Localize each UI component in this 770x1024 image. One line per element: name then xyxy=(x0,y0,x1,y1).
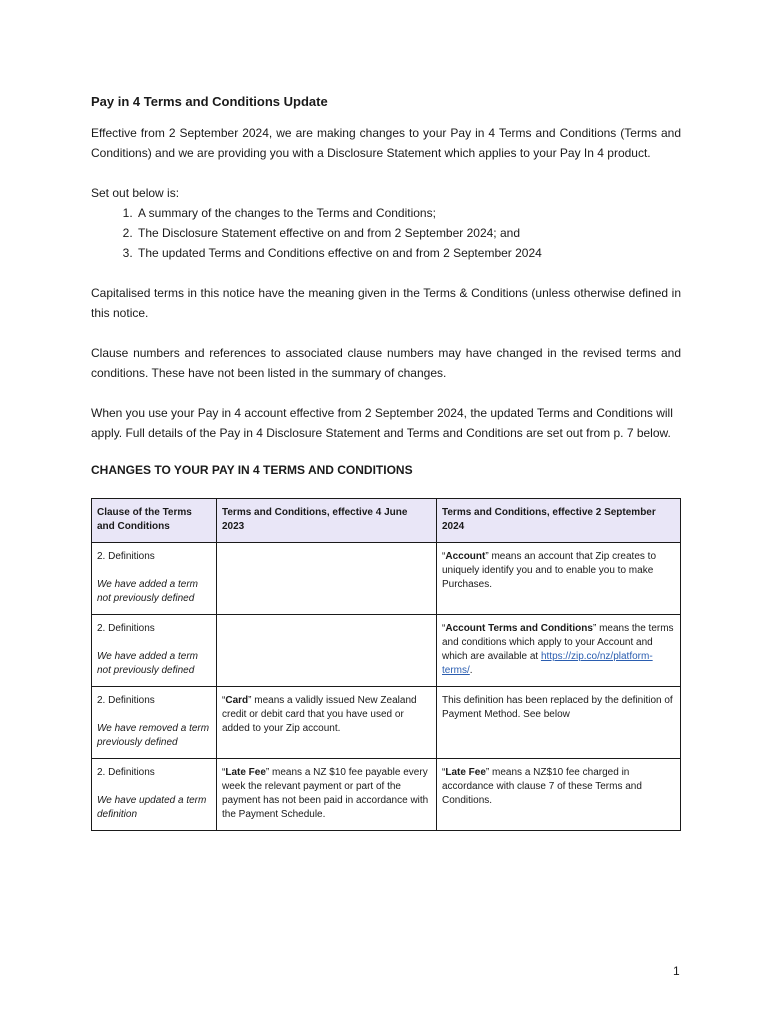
page-number: 1 xyxy=(673,964,680,978)
capitalised-terms-paragraph: Capitalised terms in this notice have the meaning given in the Terms & Conditions (unless otherwise defined in this notice. xyxy=(91,286,681,320)
changes-table xyxy=(91,498,681,831)
change-note: We have updated a term definition xyxy=(97,795,207,820)
changes-heading: CHANGES TO YOUR PAY IN 4 TERMS AND CONDITIONS xyxy=(91,463,413,477)
clause-label: 2. Definitions xyxy=(97,551,155,562)
table-row xyxy=(92,543,681,615)
defined-term: Card xyxy=(225,695,249,706)
list-item: 3. The updated Terms and Conditions effective on and from 2 September 2024 xyxy=(136,243,681,263)
when-you-use-paragraph: When you use your Pay in 4 account effective from 2 September 2024, the updated Terms and Conditions will apply. Full details of the Pay in 4 Disclosure Statement and Terms and Conditions are set out from p. 7 below. xyxy=(91,406,673,440)
new-terms-cell: “Late Fee” means a NZ$10 fee charged in accordance with clause 7 of these Terms and Conditions. xyxy=(437,759,681,831)
new-terms-cell: “Account Terms and Conditions” means the terms and conditions which apply to your Account and which are available at https://zip.co/nz/platform-terms/. xyxy=(437,615,681,687)
list-item: 2. The Disclosure Statement effective on and from 2 September 2024; and xyxy=(136,223,681,243)
old-terms-cell: “Card” means a validly issued New Zealand credit or debit card that you have used or added to your Zip account. xyxy=(217,687,437,759)
list-item: 1. A summary of the changes to the Terms and Conditions; xyxy=(136,203,681,223)
header-new-terms: Terms and Conditions, effective 2 September 2024 xyxy=(437,499,681,543)
clause-cell xyxy=(92,615,217,687)
platform-terms-link[interactable]: https://zip.co/nz/platform-terms/ xyxy=(442,651,653,676)
clause-label: 2. Definitions xyxy=(97,695,155,706)
clause-numbers-paragraph: Clause numbers and references to associated clause numbers may have changed in the revised terms and conditions. These have not been listed in the summary of changes. xyxy=(91,346,681,380)
table-row xyxy=(92,687,681,759)
page-title: Pay in 4 Terms and Conditions Update xyxy=(91,94,328,109)
new-terms-cell: “Account” means an account that Zip creates to uniquely identify you and to enable you to make Purchases. xyxy=(437,543,681,615)
clause-cell xyxy=(92,759,217,831)
clause-cell xyxy=(92,543,217,615)
set-out-label: Set out below is: xyxy=(91,186,180,200)
clause-label: 2. Definitions xyxy=(97,623,155,634)
header-old-terms: Terms and Conditions, effective 4 June 2023 xyxy=(217,499,437,543)
header-clause: Clause of the Terms and Conditions xyxy=(92,499,217,543)
old-terms-cell xyxy=(217,615,437,687)
intro-paragraph: Effective from 2 September 2024, we are making changes to your Pay in 4 Terms and Conditions (Terms and Conditions) and we are providing you with a Disclosure Statement which applies to your Pay In 4 product. xyxy=(91,126,681,160)
change-note: We have added a term not previously defined xyxy=(97,579,198,604)
table-row xyxy=(92,759,681,831)
defined-term: Late Fee xyxy=(445,767,486,778)
defined-term: Account Terms and Conditions xyxy=(445,623,593,634)
table-header-row xyxy=(92,499,681,543)
change-note: We have added a term not previously defined xyxy=(97,651,198,676)
definition-text: means the terms and conditions which apply to your Account and which are available at xyxy=(442,623,674,662)
definition-text: means an account that Zip creates to uniquely identify you and to enable you to make Purchases. xyxy=(442,551,657,590)
definition-text: This definition has been replaced by the definition of Payment Method. See below xyxy=(442,695,673,720)
clause-cell xyxy=(92,687,217,759)
definition-end: . xyxy=(469,665,473,676)
summary-list xyxy=(91,203,681,263)
document-page xyxy=(91,94,681,831)
clause-label: 2. Definitions xyxy=(97,767,155,778)
defined-term: Late Fee xyxy=(225,767,266,778)
new-terms-cell xyxy=(437,687,681,759)
change-note: We have removed a term previously defined xyxy=(97,723,210,748)
old-terms-cell xyxy=(217,543,437,615)
old-terms-cell: “Late Fee” means a NZ $10 fee payable every week the relevant payment or part of the payment has not been paid in accordance with the Payment Schedule. xyxy=(217,759,437,831)
definition-text: means a NZ $10 fee payable every week the relevant payment or part of the payment has not been paid in accordance with the Payment Schedule. xyxy=(222,767,429,820)
definition-text: means a validly issued New Zealand credit or debit card that you have used or added to your Zip account. xyxy=(222,695,417,734)
defined-term: Account xyxy=(445,551,486,562)
definition-text: means a NZ$10 fee charged in accordance with clause 7 of these Terms and Conditions. xyxy=(442,767,642,806)
table-row xyxy=(92,615,681,687)
